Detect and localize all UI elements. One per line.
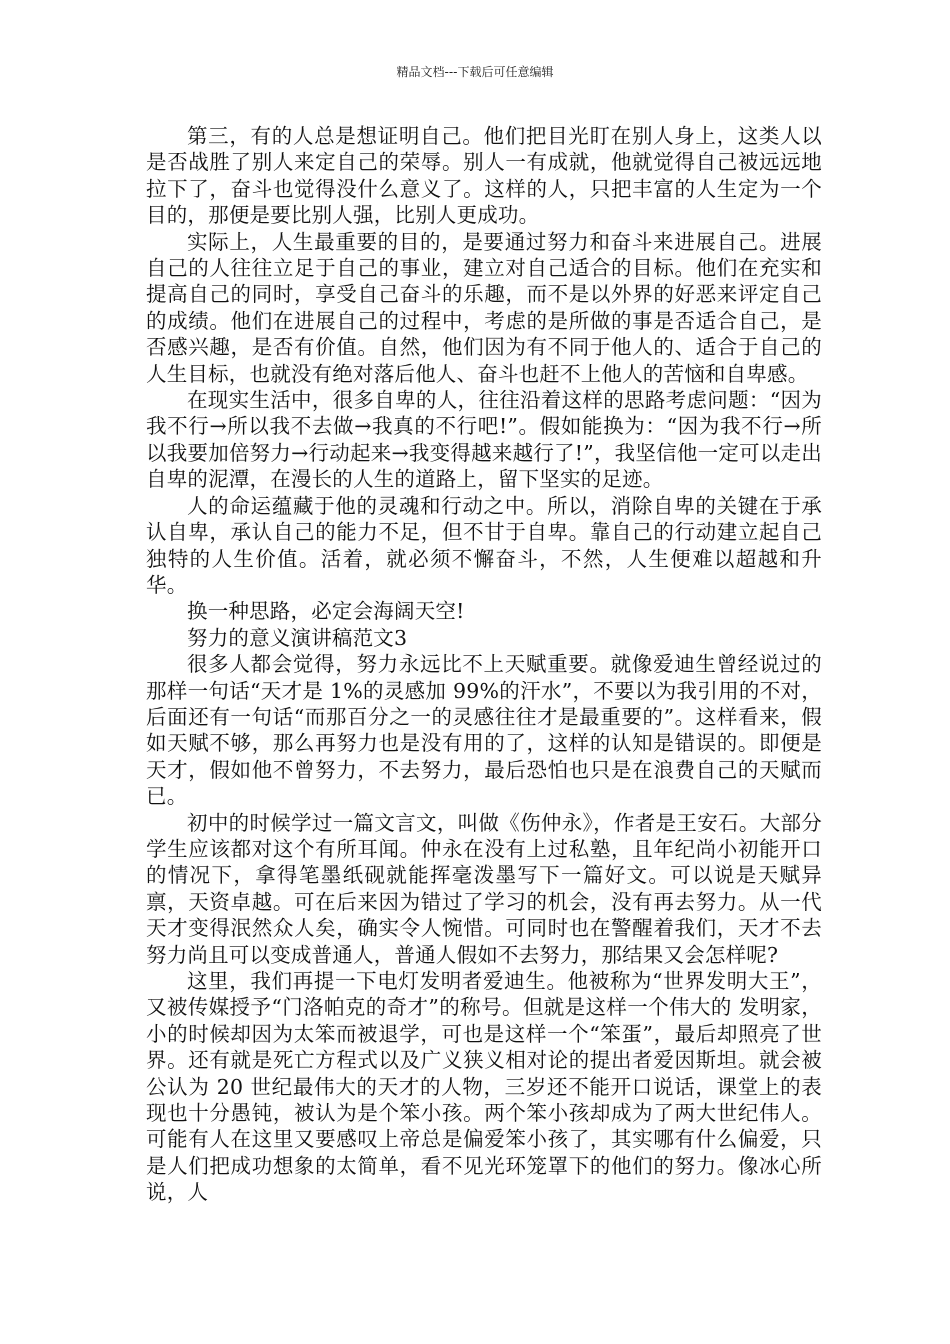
paragraph-8: 这里，我们再提一下电灯发明者爱迪生。他被称为“世界发明大王”，又被传媒授予“门洛帕克的奇才”的称号。但就是这样一个伟大的 发明家，小的时候却因为太笨而被退学，可也是这样一个“笨蛋”，最后却照亮了世界。还有就是死亡方程式以及广义狭义相对论的提出者爱因斯坦。就会被公认为 20 世纪最伟大的天才的人物，三岁还不能开口说话，课堂上的表现也十分愚钝，被认为是个笨小孩。两个笨小孩却成为了两大世纪伟人。可能有人在这里又要感叹上帝总是偏爱笨小孩了，其实哪有什么偏爱，只是人们把成功想象的太简单，看不见光环笼罩下的他们的努力。像冰心所说，人 — [146, 969, 822, 1205]
document-body — [146, 123, 822, 1206]
paragraph-2: 实际上，人生最重要的目的，是要通过努力和奋斗来进展自己。进展自己的人往往立足于自己的事业，建立对自己适合的目标。他们在充实和提高自己的同时，享受自己奋斗的乐趣，而不是以外界的好恶来评定自己的成绩。他们在进展自己的过程中，考虑的是所做的事是否适合自己，是否感兴趣，是否有价值。自然，他们因为有不同于他人的、适合于自己的人生目标，也就没有绝对落后他人、奋斗也赶不上他人的苦恼和自卑感。 — [146, 229, 822, 386]
paragraph-1: 第三，有的人总是想证明自己。他们把目光盯在别人身上，这类人以是否战胜了别人来定自己的荣辱。别人一有成就，他就觉得自己被远远地拉下了，奋斗也觉得没什么意义了。这样的人，只把丰富的人生定为一个目的，那便是要比别人强，比别人更成功。 — [146, 124, 822, 228]
page-header: 精品文档---下载后可任意编辑 — [396, 65, 554, 79]
paragraph-3: 在现实生活中，很多自卑的人，往往沿着这样的思路考虑问题：“因为我不行→所以我不去做→我真的不行吧!”。假如能换为：“因为我不行→所以我要加倍努力→行动起来→我变得越来越行了!”，我坚信他一定可以走出自卑的泥潭，在漫长的人生的道路上，留下坚实的足迹。 — [146, 388, 822, 492]
paragraph-6: 很多人都会觉得，努力永远比不上天赋重要。就像爱迪生曾经说过的那样一句话“天才是 1%的灵感加 99%的汗水”，不要以为我引用的不对，后面还有一句话“而那百分之一的灵感往往才是最重要的”。这样看来，假如天赋不够，那么再努力也是没有用的了，这样的认知是错误的。即便是天才，假如他不曾努力，不去努力，最后恐怕也只是在浪费自己的天赋而已。 — [146, 652, 822, 809]
paragraph-4: 人的命运蕴藏于他的灵魂和行动之中。所以，消除自卑的关键在于承认自卑，承认自己的能力不足，但不甘于自卑。靠自己的行动建立起自己独特的人生价值。活着，就必须不懈奋斗，不然，人生便难以超越和升华。 — [146, 493, 822, 597]
paragraph-5: 换一种思路，必定会海阔天空! — [187, 599, 465, 624]
paragraph-7: 初中的时候学过一篇文言文，叫做《伤仲永》，作者是王安石。大部分学生应该都对这个有所耳闻。仲永在没有上过私塾，且年纪尚小初能开口的情况下，拿得笔墨纸砚就能挥毫泼墨写下一篇好文。可以说是天赋异禀，天资卓越。可在后来因为错过了学习的机会，没有再去努力。从一代天才变得泯然众人矣，确实令人惋惜。可同时也在警醒着我们，天才不去努力尚且可以变成普通人，普通人假如不去努力，那结果又会怎样呢? — [146, 810, 822, 967]
section-heading: 努力的意义演讲稿范文3 — [187, 625, 408, 650]
